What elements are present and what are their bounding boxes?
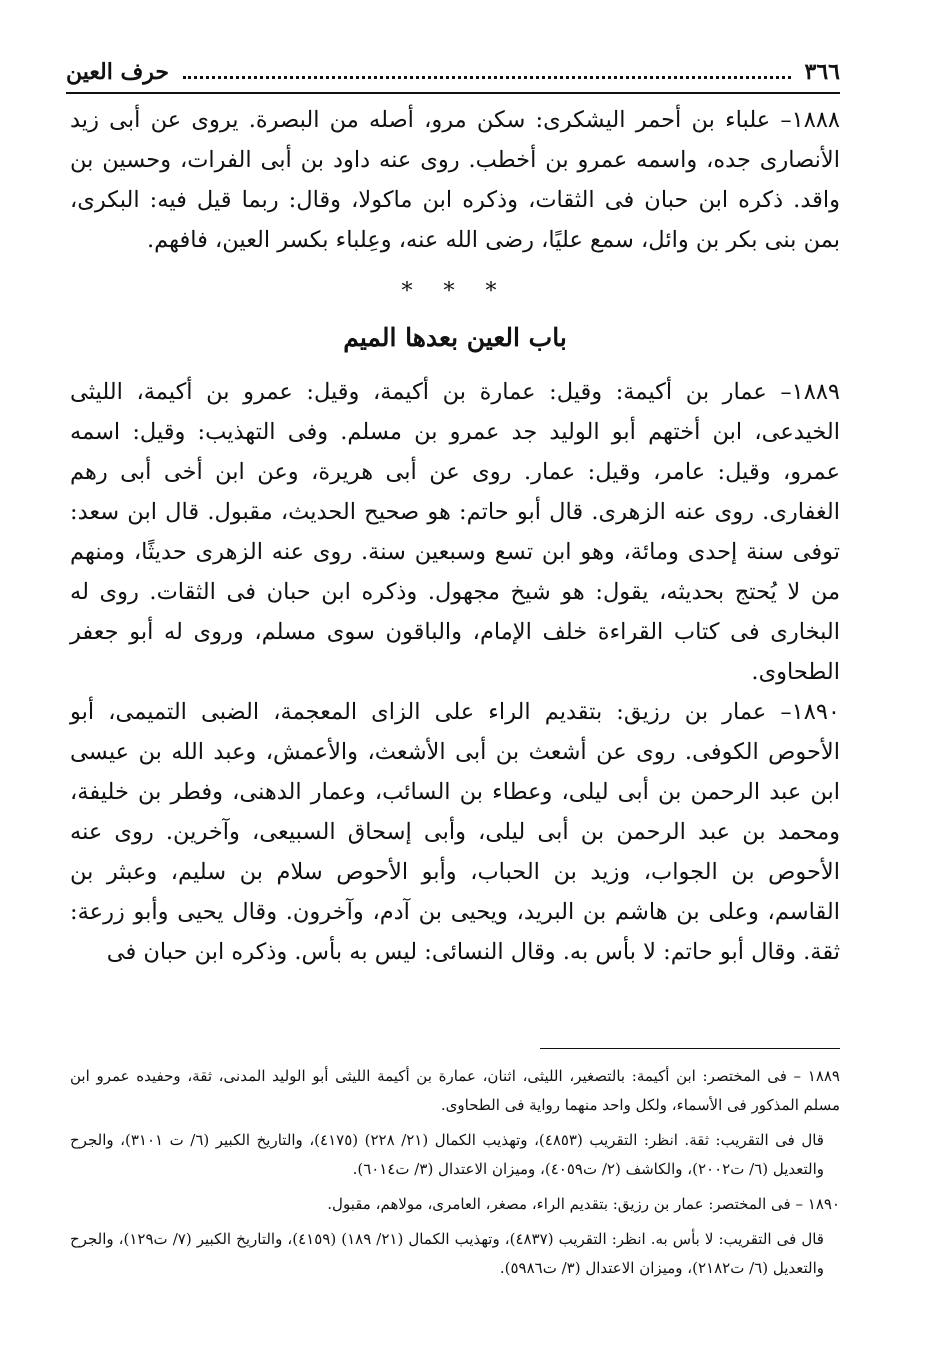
entry-text: – علباء بن أحمر اليشكرى: سكن مرو، أصله من البصرة. يروى عن أبى زيد الأنصارى جده، واسمه عمرو بن أخطب. روى عنه داود بن أبى الفرات، وحسين بن واقد. ذكره ابن حبان فى الثقات، وذكره ابن ماكولا، وقال: ربما قيل فيه: البكرى، بمن بنى بكر بن وائل، سمع عليًا، رضى الله عنه، وعِلباء بكسر العين، فافهم. — [70, 107, 840, 253]
entry-1889 — [70, 372, 840, 692]
main-text — [70, 100, 840, 972]
footnote-1890-sources — [70, 1225, 840, 1283]
entry-number: ١٨٩٠ — [791, 699, 840, 725]
entry-1888 — [70, 100, 840, 260]
footnote-text: – فى المختصر: عمار بن رزيق: بتقديم الراء، مصغر، العامرى، مولاهم، مقبول. — [327, 1195, 803, 1213]
footnote-1890 — [70, 1190, 840, 1219]
footnote-number: ١٨٨٩ — [807, 1067, 840, 1085]
page-number: ٣٦٦ — [804, 59, 840, 85]
header-dot-leader — [183, 66, 791, 79]
footnote-rule — [540, 1048, 840, 1049]
entry-text: – عمار بن رزيق: بتقديم الراء على الزاى المعجمة، الضبى التميمى، أبو الأحوص الكوفى. روى عن أشعث بن أبى الأشعث، والأعمش، وعبد الله بن عيسى ابن عبد الرحمن بن أبى ليلى، وعطاء بن السائب، وعمار الدهنى، وفطر بن خليفة، ومحمد بن عبد الرحمن بن أبى ليلى، وأبى إسحاق السبيعى، وآخرين. روى عنه الأحوص بن الجواب، وزيد بن الحباب، وأبو الأحوص سلام بن سليم، وعبثر بن القاسم، وعلى بن هاشم بن البريد، ويحيى بن آدم، وآخرون. وقال يحيى وأبو زرعة: ثقة. وقال أبو حاتم: لا بأس به. وقال النسائى: ليس به بأس. وذكره ابن حبان فى — [70, 699, 840, 965]
footnote-text: – فى المختصر: ابن أكيمة: بالتصغير، الليثى، اثنان، عمارة بن أكيمة الليثى أبو الوليد المدنى، ثقة، وحفيده عمرو ابن مسلم المذكور فى الأسماء، ولكل واحد منهما رواية فى الطحاوى. — [70, 1067, 840, 1114]
chapter-title: حرف العين — [66, 59, 170, 85]
footnotes — [70, 1062, 840, 1289]
section-heading: باب العين بعدها الميم — [343, 323, 567, 352]
footnote-1889 — [70, 1062, 840, 1120]
entry-text: – عمار بن أكيمة: وقيل: عمارة بن أكيمة، وقيل: عمرو بن أكيمة، الليثى الخيدعى، ابن أختهم أبو الوليد جد عمرو بن مسلم. وفى التهذيب: وقيل: اسمه عمرو، وقيل: عامر، وقيل: عمار. روى عن أبى هريرة، وعن ابن أخى أبى رهم الغفارى. روى عنه الزهرى. قال أبو حاتم: هو صحيح الحديث، مقبول. قال ابن سعد: توفى سنة إحدى ومائة، وهو ابن تسع وسبعين سنة. روى عنه الزهرى حديثًا، ومنهم من لا يُحتج بحديثه، يقول: هو شيخ مجهول. وذكره ابن حبان فى الثقات. روى له البخارى فى كتاب القراءة خلف الإمام، والباقون سوى مسلم، وروى له أبو جعفر الطحاوى. — [70, 379, 840, 685]
entry-number: ١٨٨٨ — [791, 107, 840, 133]
footnote-number: ١٨٩٠ — [807, 1195, 840, 1213]
footnote-1889-sources — [70, 1126, 840, 1184]
footnote-text: قال فى التقريب: ثقة. انظر: التقريب (٤٨٥٣)، وتهذيب الكمال (٢١/ ٢٢٨) (٤١٧٥)، والتاريخ الكبير (٦/ ت ٣١٠١)، والجرح والتعديل (٦/ ت٢٠٠٢)، والكاشف (٢/ ت٤٠٥٩)، وميزان الاعتدال (٣/ ت٦٠١٤). — [70, 1131, 824, 1178]
page-header — [66, 52, 840, 94]
entry-number: ١٨٨٩ — [791, 379, 840, 405]
entry-1890 — [70, 692, 840, 972]
section-separator: * * * — [401, 279, 509, 304]
footnote-text: قال فى التقريب: لا بأس به. انظر: التقريب (٤٨٣٧)، وتهذيب الكمال (٢١/ ١٨٩) (٤١٥٩)، والتاريخ الكبير (٧/ ت١٢٩)، والجرح والتعديل (٦/ ت٢١٨٢)، وميزان الاعتدال (٣/ ت٥٩٨٦). — [70, 1230, 824, 1277]
